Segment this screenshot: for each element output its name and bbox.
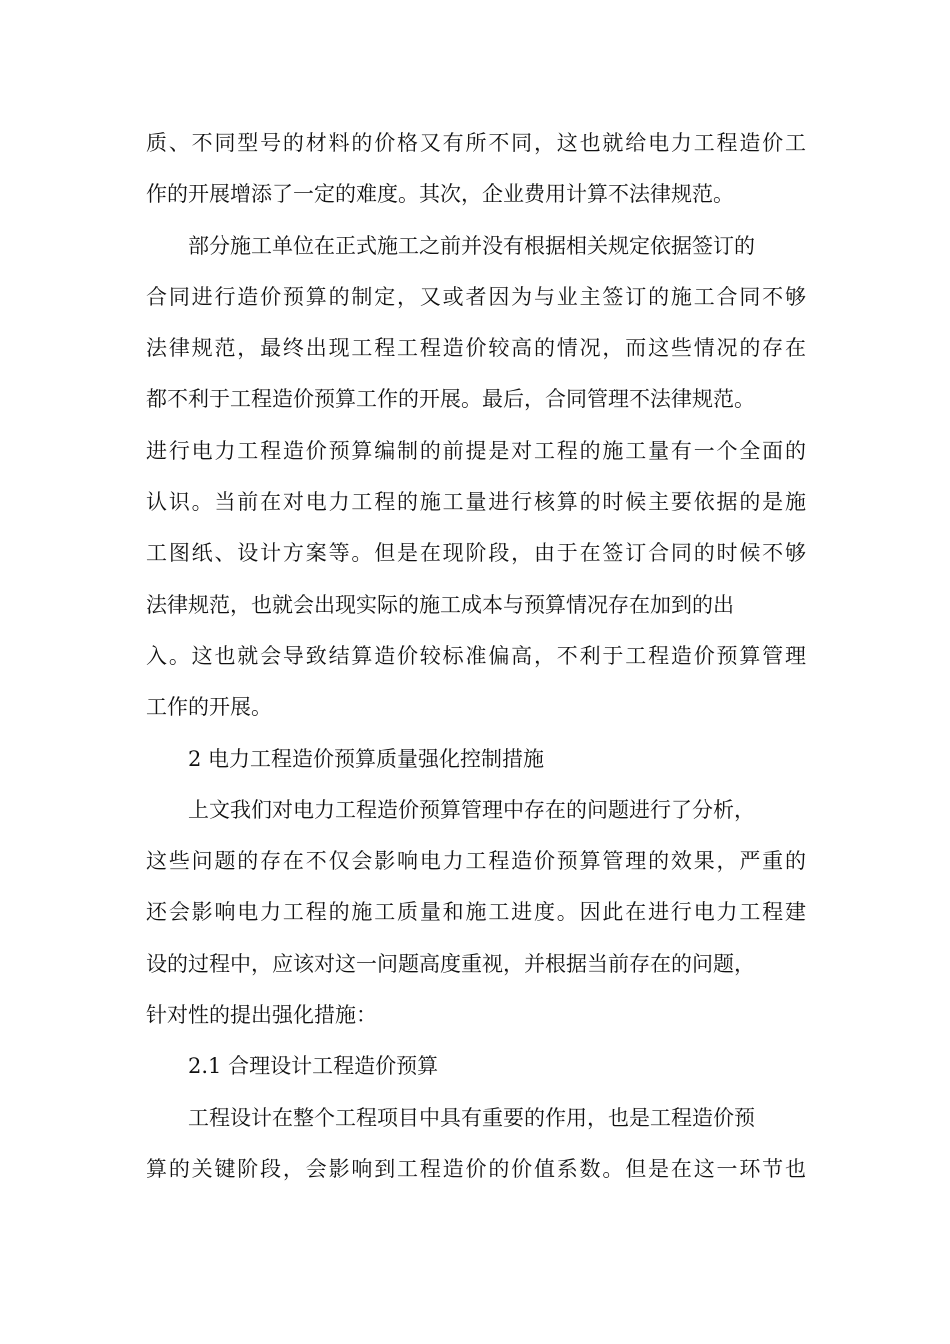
text-line-18: 针对性的提出强化措施： bbox=[146, 1003, 377, 1028]
text-line-1: 质、不同型号的材料的价格又有所不同，这也就给电力工程造价工 bbox=[146, 131, 806, 155]
body-text bbox=[146, 118, 806, 1195]
text-line-12: 工作的开展。 bbox=[146, 695, 272, 720]
text-line-6: 都不利于工程造价预算工作的开展。最后，合同管理不法律规范。 bbox=[146, 387, 755, 412]
text-line-20: 工程设计在整个工程项目中具有重要的作用，也是工程造价预 bbox=[188, 1105, 755, 1130]
text-line-17: 设的过程中，应该对这一问题高度重视，并根据当前存在的问题， bbox=[146, 951, 755, 976]
text-line-14: 上文我们对电力工程造价预算管理中存在的问题进行了分析， bbox=[188, 797, 755, 822]
text-line-9: 工图纸、设计方案等。但是在现阶段，由于在签订合同的时候不够 bbox=[146, 541, 806, 566]
text-line-5: 法律规范，最终出现工程工程造价较高的情况，而这些情况的存在 bbox=[146, 336, 806, 361]
text-line-3: 部分施工单位在正式施工之前并没有根据相关规定依据签订的 bbox=[188, 233, 755, 258]
text-line-7: 进行电力工程造价预算编制的前提是对工程的施工量有一个全面的 bbox=[146, 438, 806, 463]
text-line-10: 法律规范，也就会出现实际的施工成本与预算情况存在加到的出 bbox=[146, 592, 734, 617]
text-line-2: 作的开展增添了一定的难度。其次，企业费用计算不法律规范。 bbox=[146, 182, 734, 207]
text-line-4: 合同进行造价预算的制定，又或者因为与业主签订的施工合同不够 bbox=[146, 284, 806, 309]
text-line-8: 认识。当前在对电力工程的施工量进行核算的时候主要依据的是施 bbox=[146, 490, 806, 515]
text-line-15: 这些问题的存在不仅会影响电力工程造价预算管理的效果，严重的 bbox=[146, 849, 806, 874]
section-heading-2: 2 电力工程造价预算质量强化控制措施 bbox=[188, 746, 545, 771]
text-line-16: 还会影响电力工程的施工质量和施工进度。因此在进行电力工程建 bbox=[146, 900, 806, 925]
text-line-21: 算的关键阶段，会影响到工程造价的价值系数。但是在这一环节也 bbox=[146, 1156, 806, 1181]
text-line-11: 入。这也就会导致结算造价较标准偏高，不利于工程造价预算管理 bbox=[146, 643, 806, 668]
section-heading-2-1: 2.1 合理设计工程造价预算 bbox=[188, 1054, 439, 1079]
